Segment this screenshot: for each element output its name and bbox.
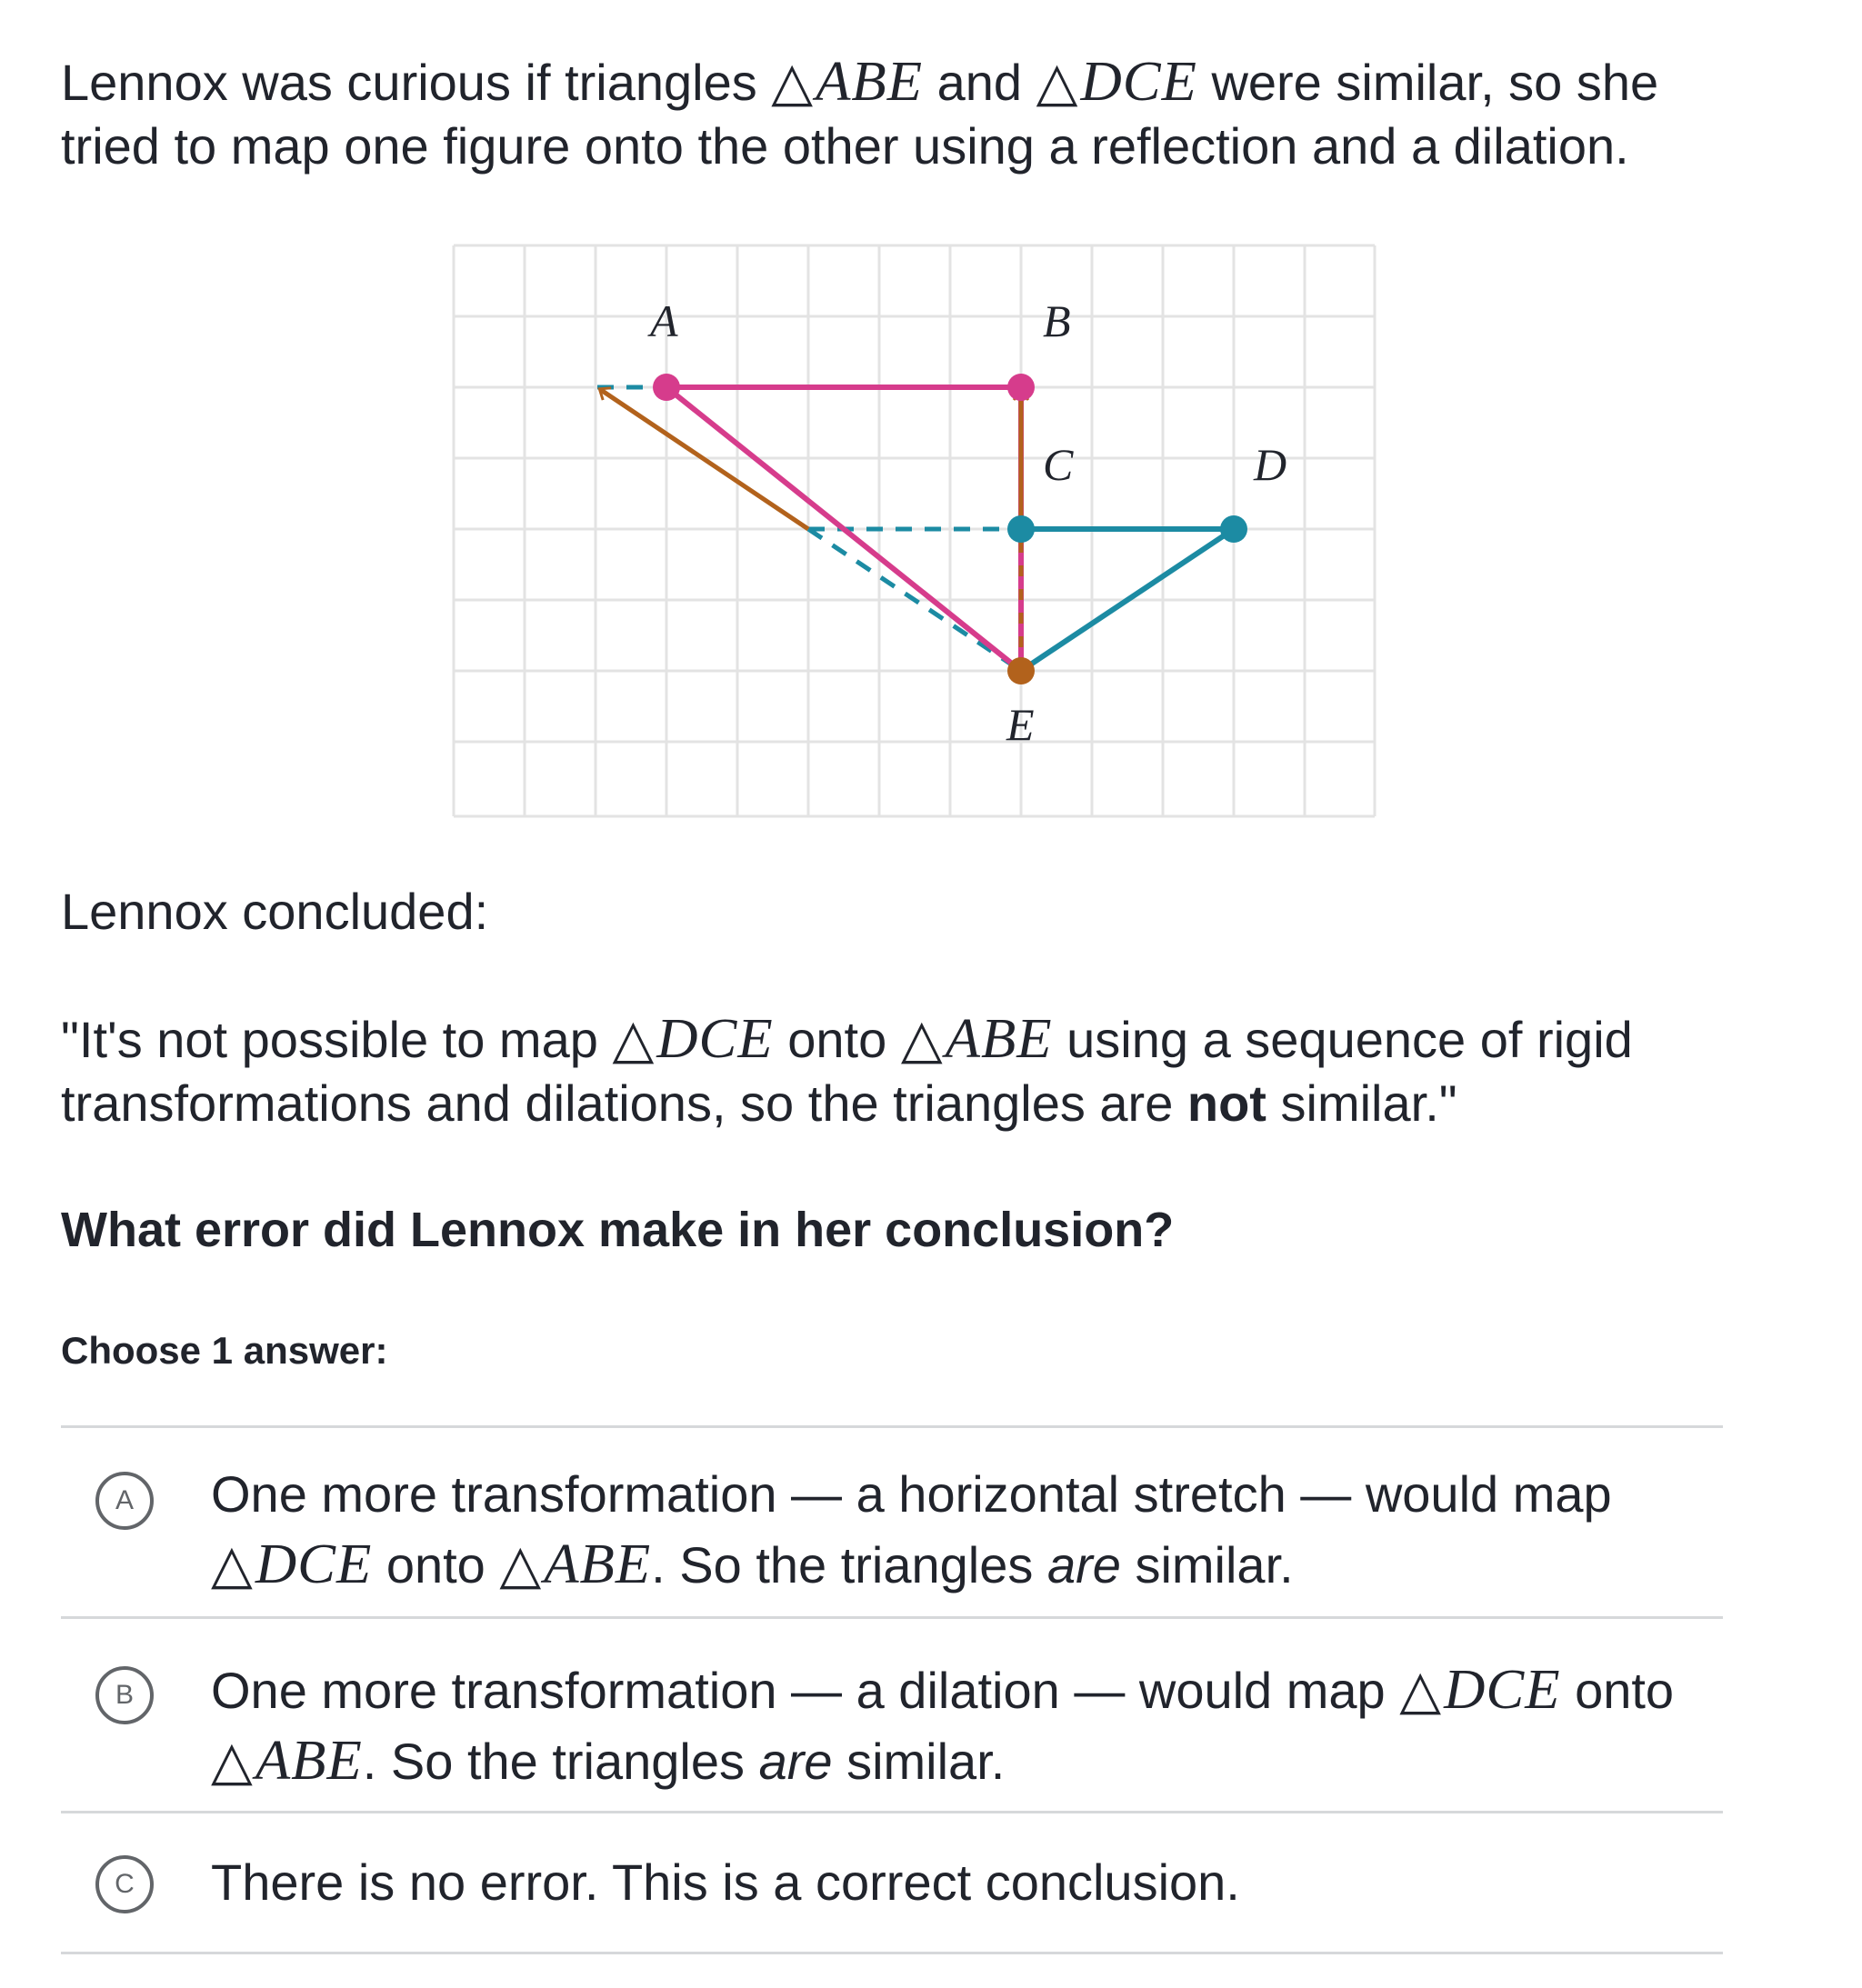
label-c: C [1043,439,1074,490]
triangle-symbol-icon: △ [211,1730,254,1793]
choice-a[interactable] [61,1428,1723,1616]
intro-text-1: Lennox was curious if triangles [61,54,772,111]
emphasis-not: not [1186,1074,1266,1132]
choose-answer-label: Choose 1 answer: [61,1329,388,1372]
choice-b[interactable] [61,1619,1723,1811]
label-a: A [650,295,678,346]
triangle-dce-math: △DCE [612,1006,774,1071]
point-c [1007,515,1035,543]
triangle-abe-math: △ABE [499,1532,652,1596]
choice-a-radio-icon[interactable]: A [95,1472,154,1530]
triangle-dce-math: △DCE [211,1532,373,1596]
conclusion-quote: "It's not possible to map △DCE onto △ABE using a sequence of rigid transformations and dilations, so the triangles are not similar." [61,1006,1633,1132]
label-e: E [1006,699,1035,750]
choice-b-text: One more transformation — a dilation — would map △DCE onto △ABE. So the triangles are similar. [211,1657,1675,1793]
triangle-symbol-icon: △ [1036,51,1079,114]
triangle-dce-math: △DCE [1399,1657,1561,1722]
triangle-abe-math: △ABE [211,1728,363,1793]
triangle-symbol-icon: △ [499,1533,543,1596]
choice-c-text: There is no error. This is a correct conclusion. [211,1853,1240,1911]
point-d [1220,515,1247,543]
choice-c[interactable] [61,1813,1723,1952]
intro-paragraph [61,49,1770,178]
triangle-symbol-icon: △ [1399,1659,1443,1722]
choice-c-radio-icon[interactable]: C [95,1855,154,1913]
intro-text-3: were similar, so she tried to map one figure onto the other using a reflection and a dilation. [61,54,1659,175]
point-a [653,374,680,401]
triangle-symbol-icon: △ [900,1008,944,1071]
question-prompt: What error did Lennox make in her conclusion? [61,1203,1175,1257]
label-b: B [1043,295,1071,346]
triangle-abe-math: △ABE [771,49,924,114]
label-d: D [1254,439,1287,490]
choice-b-radio-icon[interactable]: B [95,1666,154,1724]
point-b [1007,374,1035,401]
triangle-symbol-icon: △ [211,1533,254,1596]
intro-text-2: and [923,54,1036,111]
point-e [1007,657,1035,684]
triangle-dce-math: △DCE [1036,49,1197,114]
triangle-symbol-icon: △ [771,51,815,114]
triangle-grid-figure [452,244,1376,818]
concluded-label: Lennox concluded: [61,883,489,940]
choice-a-text: One more transformation — a horizontal stretch — would map △DCE onto △ABE. So the triangles are similar. [211,1465,1612,1596]
divider [61,1952,1723,1954]
triangle-symbol-icon: △ [612,1008,656,1071]
triangle-abe-math: △ABE [900,1006,1053,1071]
